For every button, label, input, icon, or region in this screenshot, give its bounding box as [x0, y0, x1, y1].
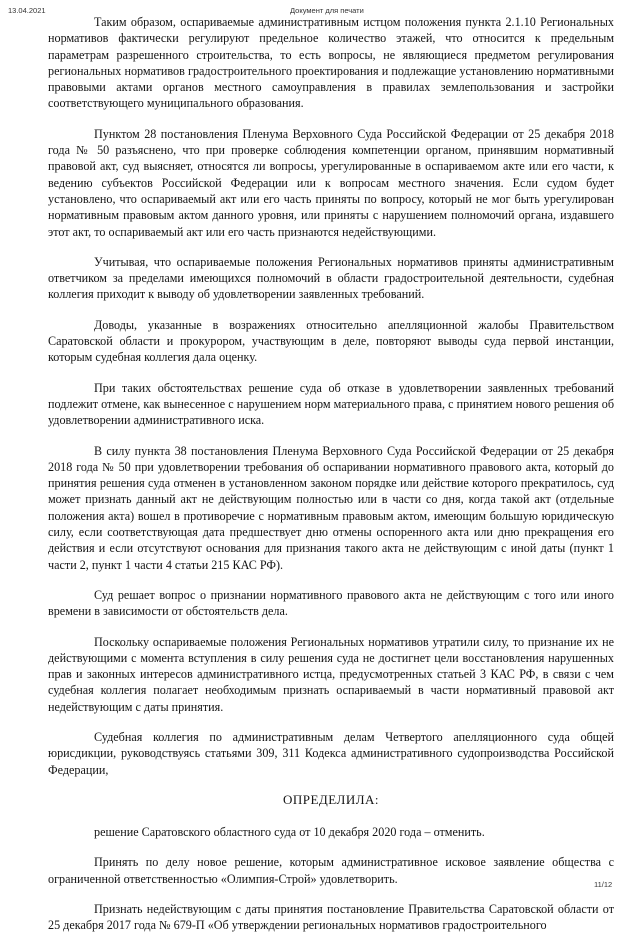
page-number: 11/12 [594, 880, 613, 889]
body-paragraph: В силу пункта 38 постановления Пленума Верховного Суда Российской Федерации от 25 декабря 2018 года № 50 при удовлетворении требования об оспаривании нормативного правового акта, который до принятия решения суда отменен в установленном законом порядке или действие которого прекратилось, суд может признать данный акт не действующим полностью или в части со дня, когда такой акт (отдельные положения акта) вошел в противоречие с нормативным правовым актом, имеющим большую юридическую силу, если соответствующая дата предшествует дню отмены оспоренного акта или дню прекращения его действия и если отсутствуют основания для признания такого акта не действующим с иной даты (пункт 1 части 2, пункт 1 части 4 статьи 215 КАС РФ). [48, 443, 614, 572]
body-paragraph: Пунктом 28 постановления Пленума Верховного Суда Российской Федерации от 25 декабря 2018 года № 50 разъяснено, что при проверке соблюдения компетенции органом, принявшим нормативный правовой акт, суд выясняет, относятся ли вопросы, урегулированные в оспариваемом акте или его части, к ведению субъектов Российской Федерации или к вопросам местного значения. Если судом будет установлено, что оспариваемый акт или его часть приняты по вопросу, который не мог быть урегулирован нормативным правовым актом данного уровня, или приняты с нарушением полномочий органа, издавшего этот акт, то оспариваемый акт или его часть признаются недействующими. [48, 126, 614, 239]
decision-paragraph: Принять по делу новое решение, которым административное исковое заявление общества с ограниченной ответственностью «Олимпия-Строй» удовлетворить. [48, 855, 614, 886]
document-body [48, 14, 614, 934]
print-date: 13.04.2021 [8, 6, 46, 15]
decision-paragraph: Признать недействующим с даты принятия постановление Правительства Саратовской области от 25 декабря 2017 года № 679-П «Об утверждении региональных нормативов градостроительного [48, 902, 614, 933]
body-paragraph: Учитывая, что оспариваемые положения Региональных нормативов приняты административным ответчиком за пределами имеющихся полномочий в области градостроительной деятельности, судебная коллегия приходит к выводу об удовлетворении заявленных требований. [48, 254, 614, 302]
body-paragraph: Судебная коллегия по административным делам Четвертого апелляционного суда общей юрисдикции, руководствуясь статьями 309, 311 Кодекса административного судопроизводства Российской Федерации, [48, 729, 614, 777]
body-paragraph: Поскольку оспариваемые положения Региональных нормативов утратили силу, то признание их не действующими с момента вступления в силу решения суда не достигнет цели восстановления нарушенных прав и законных интересов административного истца, предусмотренных статьей 3 КАС РФ, в связи с чем судебная коллегия полагает необходимым признать оспариваемый в части нормативный правовой акт недействующим с даты принятия. [48, 634, 614, 714]
body-paragraph: Доводы, указанные в возражениях относительно апелляционной жалобы Правительством Саратовской области и прокурором, участвующим в деле, повторяют выводы суда первой инстанции, которым судебная коллегия дала оценку. [48, 317, 614, 365]
decision-paragraph: решение Саратовского областного суда от 10 декабря 2020 года – отменить. [94, 825, 485, 840]
body-paragraph: Таким образом, оспариваемые административным истцом положения пункта 2.1.10 Региональных нормативов фактически регулируют предельное количество этажей, что относится к предельным параметрам разрешенного строительства, то есть вопросы, не являющиеся предметом регулирования региональных нормативов градостроительного проектирования и подлежащие установлению нормативными правовыми актами органов местного самоуправления в правилах землепользования и застройки соответствующего муниципального образования. [48, 15, 614, 111]
body-paragraph: Суд решает вопрос о признании нормативного правового акта не действующим с того или иного времени в зависимости от обстоятельств дела. [48, 587, 614, 619]
section-heading: ОПРЕДЕЛИЛА: [282, 791, 380, 807]
print-header-title: Документ для печати [290, 6, 364, 15]
body-paragraph: При таких обстоятельствах решение суда об отказе в удовлетворении заявленных требований подлежит отмене, как вынесенное с нарушением норм материального права, с принятием нового решения об удовлетворении административного иска. [48, 380, 614, 428]
